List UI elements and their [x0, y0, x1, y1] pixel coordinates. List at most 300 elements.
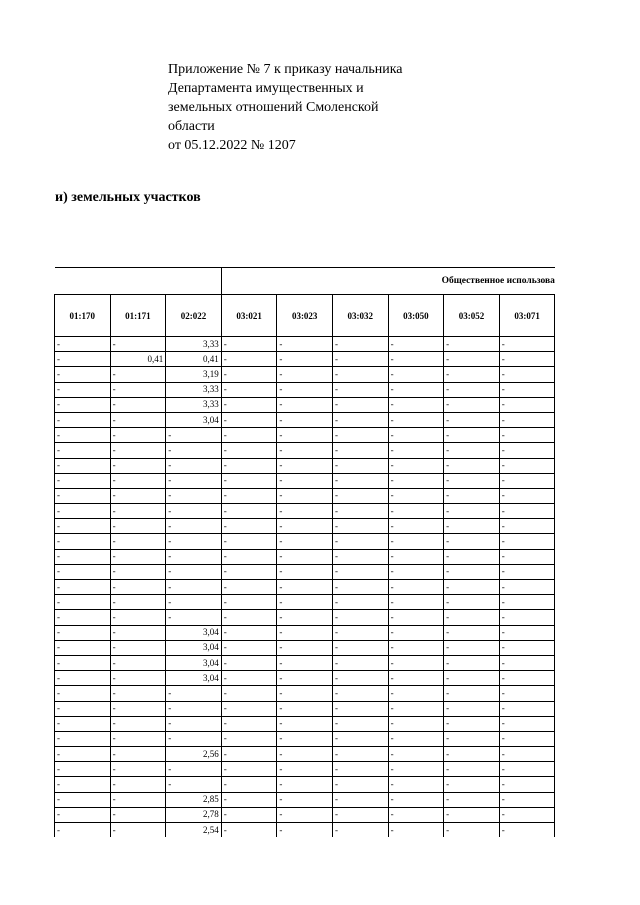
table-cell: -: [499, 625, 555, 640]
table-cell: -: [110, 443, 166, 458]
table-cell: -: [110, 337, 166, 352]
table-cell: -: [55, 473, 111, 488]
table-cell: -: [110, 534, 166, 549]
table-cell: -: [110, 412, 166, 427]
table-cell: -: [388, 747, 444, 762]
table-cell: -: [221, 473, 277, 488]
table-cell: -: [55, 747, 111, 762]
table-cell: -: [332, 686, 388, 701]
table-cell: -: [221, 443, 277, 458]
table-cell: -: [221, 640, 277, 655]
table-cell: -: [110, 792, 166, 807]
table-cell: -: [388, 716, 444, 731]
table-cell: -: [166, 473, 222, 488]
table-cell: -: [110, 595, 166, 610]
table-cell: -: [277, 488, 333, 503]
table-cell: -: [499, 412, 555, 427]
table-cell: -: [444, 458, 500, 473]
table-row: [55, 534, 555, 549]
table-cell: -: [332, 488, 388, 503]
table-cell: -: [499, 549, 555, 564]
table-cell: -: [221, 655, 277, 670]
table-cell: -: [110, 610, 166, 625]
table-cell: -: [444, 549, 500, 564]
table-cell: -: [444, 488, 500, 503]
table-cell: -: [388, 458, 444, 473]
table-row: [55, 731, 555, 746]
table-cell: -: [277, 458, 333, 473]
section-title: и) земельных участков: [55, 190, 201, 205]
table-cell: -: [444, 519, 500, 534]
table-cell: -: [388, 397, 444, 412]
column-header: 01:171: [110, 295, 166, 337]
table-cell: -: [277, 549, 333, 564]
table-cell: -: [499, 807, 555, 822]
table-cell: -: [499, 397, 555, 412]
table-cell: 3,04: [166, 671, 222, 686]
table-cell: -: [55, 519, 111, 534]
table-row: [55, 382, 555, 397]
table-cell: -: [444, 762, 500, 777]
table-cell: -: [110, 762, 166, 777]
table-cell: -: [277, 762, 333, 777]
table-cell: -: [388, 701, 444, 716]
table-row: [55, 762, 555, 777]
table-cell: -: [55, 823, 111, 838]
table-cell: -: [444, 701, 500, 716]
table-cell: -: [499, 580, 555, 595]
header-line-2: Департамента имущественных и: [168, 81, 364, 96]
table-cell: -: [221, 610, 277, 625]
table-cell: -: [499, 731, 555, 746]
table-cell: -: [166, 504, 222, 519]
table-cell: -: [277, 534, 333, 549]
table-cell: -: [499, 792, 555, 807]
table-cell: 3,33: [166, 397, 222, 412]
table-cell: -: [166, 686, 222, 701]
table-row: [55, 807, 555, 822]
table-cell: 3,33: [166, 382, 222, 397]
table-cell: -: [332, 382, 388, 397]
table-cell: -: [332, 792, 388, 807]
table-cell: -: [277, 443, 333, 458]
table-cell: -: [444, 473, 500, 488]
table-cell: -: [277, 367, 333, 382]
table-cell: -: [166, 762, 222, 777]
table-row: [55, 701, 555, 716]
table-cell: -: [388, 488, 444, 503]
table-cell: -: [499, 564, 555, 579]
table-cell: -: [277, 519, 333, 534]
table-cell: -: [277, 686, 333, 701]
table-cell: -: [388, 473, 444, 488]
table-row: [55, 580, 555, 595]
data-table-container: [54, 267, 555, 837]
table-cell: -: [277, 640, 333, 655]
table-cell: -: [332, 701, 388, 716]
table-cell: -: [166, 458, 222, 473]
table-cell: 3,04: [166, 412, 222, 427]
table-cell: -: [110, 397, 166, 412]
table-row: [55, 337, 555, 352]
table-cell: -: [110, 701, 166, 716]
table-cell: -: [332, 716, 388, 731]
table-cell: -: [277, 428, 333, 443]
table-row: [55, 397, 555, 412]
table-cell: -: [55, 412, 111, 427]
table-cell: -: [110, 716, 166, 731]
table-cell: -: [499, 428, 555, 443]
column-header: 03:052: [444, 295, 500, 337]
table-cell: -: [221, 397, 277, 412]
table-cell: -: [499, 443, 555, 458]
table-cell: -: [277, 412, 333, 427]
table-cell: -: [388, 352, 444, 367]
table-cell: -: [444, 671, 500, 686]
table-cell: -: [444, 686, 500, 701]
table-cell: -: [110, 807, 166, 822]
table-cell: -: [332, 504, 388, 519]
table-cell: -: [444, 428, 500, 443]
group-header-row: [55, 268, 555, 295]
appendix-header: [168, 60, 488, 155]
table-cell: -: [277, 504, 333, 519]
table-cell: -: [166, 488, 222, 503]
table-cell: -: [221, 747, 277, 762]
table-cell: -: [388, 655, 444, 670]
table-cell: 2,85: [166, 792, 222, 807]
table-cell: -: [444, 777, 500, 792]
table-cell: -: [388, 382, 444, 397]
table-cell: -: [444, 443, 500, 458]
table-cell: -: [388, 595, 444, 610]
table-cell: -: [110, 823, 166, 838]
table-row: [55, 504, 555, 519]
table-cell: -: [221, 382, 277, 397]
table-cell: -: [332, 747, 388, 762]
table-cell: -: [166, 610, 222, 625]
table-cell: -: [444, 610, 500, 625]
column-header-row: [55, 295, 555, 337]
table-row: [55, 747, 555, 762]
table-cell: -: [221, 534, 277, 549]
table-cell: -: [444, 595, 500, 610]
table-cell: -: [388, 610, 444, 625]
table-cell: -: [277, 610, 333, 625]
table-cell: -: [277, 731, 333, 746]
table-cell: -: [332, 777, 388, 792]
table-cell: -: [221, 777, 277, 792]
table-cell: -: [110, 655, 166, 670]
table-cell: -: [110, 564, 166, 579]
table-cell: -: [277, 382, 333, 397]
table-cell: -: [332, 731, 388, 746]
table-cell: -: [444, 792, 500, 807]
table-cell: -: [166, 549, 222, 564]
table-row: [55, 564, 555, 579]
column-header: 03:021: [221, 295, 277, 337]
table-cell: -: [166, 716, 222, 731]
column-header: 03:071: [499, 295, 555, 337]
table-cell: -: [332, 655, 388, 670]
table-cell: -: [499, 473, 555, 488]
table-cell: -: [55, 625, 111, 640]
table-cell: -: [221, 823, 277, 838]
table-cell: 2,78: [166, 807, 222, 822]
table-cell: -: [332, 352, 388, 367]
table-cell: -: [332, 443, 388, 458]
table-cell: -: [388, 777, 444, 792]
table-cell: 0,41: [166, 352, 222, 367]
table-row: [55, 473, 555, 488]
table-cell: 3,19: [166, 367, 222, 382]
table-cell: -: [499, 367, 555, 382]
table-cell: -: [221, 549, 277, 564]
table-cell: -: [332, 397, 388, 412]
table-cell: -: [499, 610, 555, 625]
table-cell: -: [221, 458, 277, 473]
table-cell: -: [110, 488, 166, 503]
table-cell: 0,41: [110, 352, 166, 367]
table-cell: 3,04: [166, 625, 222, 640]
table-cell: -: [277, 716, 333, 731]
table-cell: -: [55, 777, 111, 792]
table-cell: -: [388, 564, 444, 579]
table-cell: 3,04: [166, 640, 222, 655]
table-cell: -: [444, 747, 500, 762]
table-row: [55, 823, 555, 838]
table-cell: -: [277, 792, 333, 807]
table-cell: -: [444, 564, 500, 579]
table-cell: -: [444, 504, 500, 519]
table-cell: -: [388, 580, 444, 595]
table-row: [55, 428, 555, 443]
table-cell: -: [166, 519, 222, 534]
table-cell: -: [388, 443, 444, 458]
table-cell: -: [388, 534, 444, 549]
table-cell: -: [221, 731, 277, 746]
table-cell: -: [221, 701, 277, 716]
table-cell: -: [55, 367, 111, 382]
table-cell: -: [499, 686, 555, 701]
table-cell: -: [277, 473, 333, 488]
table-cell: -: [55, 549, 111, 564]
column-header: 02:022: [166, 295, 222, 337]
table-row: [55, 352, 555, 367]
table-cell: -: [277, 807, 333, 822]
table-cell: -: [388, 519, 444, 534]
table-cell: -: [110, 504, 166, 519]
table-cell: -: [499, 595, 555, 610]
table-cell: 3,04: [166, 655, 222, 670]
table-cell: -: [332, 549, 388, 564]
table-cell: -: [499, 823, 555, 838]
table-cell: -: [221, 519, 277, 534]
table-row: [55, 686, 555, 701]
table-row: [55, 777, 555, 792]
table-cell: -: [221, 564, 277, 579]
table-cell: -: [388, 640, 444, 655]
table-cell: -: [55, 428, 111, 443]
table-cell: -: [499, 352, 555, 367]
table-cell: -: [444, 382, 500, 397]
table-cell: -: [277, 747, 333, 762]
table-cell: -: [166, 580, 222, 595]
table-row: [55, 458, 555, 473]
table-row: [55, 443, 555, 458]
table-cell: -: [444, 807, 500, 822]
table-cell: -: [499, 519, 555, 534]
table-cell: -: [444, 412, 500, 427]
table-row: [55, 412, 555, 427]
table-cell: -: [277, 564, 333, 579]
table-row: [55, 640, 555, 655]
table-cell: -: [221, 671, 277, 686]
table-cell: -: [221, 686, 277, 701]
table-cell: -: [166, 428, 222, 443]
table-cell: -: [499, 640, 555, 655]
table-cell: -: [277, 671, 333, 686]
table-cell: -: [388, 549, 444, 564]
table-cell: -: [332, 337, 388, 352]
table-cell: -: [55, 762, 111, 777]
table-cell: -: [166, 731, 222, 746]
table-row: [55, 367, 555, 382]
table-cell: -: [110, 777, 166, 792]
table-row: [55, 595, 555, 610]
table-cell: -: [166, 777, 222, 792]
table-cell: -: [110, 580, 166, 595]
table-cell: -: [444, 534, 500, 549]
table-cell: -: [499, 337, 555, 352]
table-cell: -: [499, 458, 555, 473]
group-header-empty: [55, 268, 222, 295]
table-cell: -: [55, 595, 111, 610]
header-line-5: от 05.12.2022 № 1207: [168, 138, 296, 153]
column-header: 03:023: [277, 295, 333, 337]
table-cell: -: [499, 534, 555, 549]
table-cell: -: [221, 428, 277, 443]
table-cell: -: [221, 412, 277, 427]
table-cell: -: [388, 762, 444, 777]
table-cell: -: [388, 686, 444, 701]
table-cell: 2,54: [166, 823, 222, 838]
table-cell: -: [166, 564, 222, 579]
table-cell: -: [277, 595, 333, 610]
table-cell: -: [221, 580, 277, 595]
table-row: [55, 671, 555, 686]
table-cell: -: [444, 625, 500, 640]
table-cell: -: [221, 367, 277, 382]
header-line-4: области: [168, 119, 215, 134]
table-row: [55, 716, 555, 731]
table-cell: -: [221, 762, 277, 777]
table-cell: -: [277, 397, 333, 412]
table-cell: 3,33: [166, 337, 222, 352]
column-header: 03:032: [332, 295, 388, 337]
table-cell: -: [110, 428, 166, 443]
table-cell: -: [332, 564, 388, 579]
table-cell: -: [55, 352, 111, 367]
table-cell: -: [110, 519, 166, 534]
table-cell: -: [221, 504, 277, 519]
table-cell: -: [444, 397, 500, 412]
table-cell: -: [221, 807, 277, 822]
table-row: [55, 610, 555, 625]
table-cell: -: [277, 337, 333, 352]
table-cell: -: [55, 686, 111, 701]
table-cell: -: [166, 534, 222, 549]
table-cell: -: [55, 792, 111, 807]
table-cell: -: [499, 655, 555, 670]
table-cell: -: [221, 625, 277, 640]
table-row: [55, 488, 555, 503]
table-cell: -: [444, 352, 500, 367]
table-cell: -: [332, 640, 388, 655]
table-cell: -: [332, 595, 388, 610]
table-cell: -: [444, 731, 500, 746]
table-cell: -: [55, 458, 111, 473]
table-cell: -: [221, 792, 277, 807]
table-cell: -: [332, 625, 388, 640]
table-cell: -: [444, 337, 500, 352]
table-cell: -: [221, 716, 277, 731]
table-cell: -: [332, 823, 388, 838]
table-cell: 2,56: [166, 747, 222, 762]
table-cell: -: [388, 731, 444, 746]
table-cell: -: [499, 488, 555, 503]
table-cell: -: [110, 747, 166, 762]
table-cell: -: [166, 595, 222, 610]
table-cell: -: [388, 671, 444, 686]
table-cell: -: [499, 762, 555, 777]
table-cell: -: [388, 367, 444, 382]
table-cell: -: [388, 823, 444, 838]
table-cell: -: [332, 580, 388, 595]
table-cell: -: [499, 671, 555, 686]
table-cell: -: [110, 367, 166, 382]
table-cell: -: [444, 640, 500, 655]
table-cell: -: [332, 428, 388, 443]
table-cell: -: [110, 625, 166, 640]
table-cell: -: [499, 716, 555, 731]
group-header-label: Общественное использова: [221, 268, 555, 295]
table-cell: -: [110, 731, 166, 746]
table-row: [55, 655, 555, 670]
table-cell: -: [332, 762, 388, 777]
table-cell: -: [55, 701, 111, 716]
land-plots-table: [54, 267, 555, 837]
table-cell: -: [388, 625, 444, 640]
table-body: [55, 337, 555, 838]
table-cell: -: [388, 412, 444, 427]
table-cell: -: [55, 488, 111, 503]
table-cell: -: [277, 580, 333, 595]
table-cell: -: [221, 595, 277, 610]
table-cell: -: [221, 337, 277, 352]
table-cell: -: [55, 731, 111, 746]
table-cell: -: [110, 382, 166, 397]
table-cell: -: [332, 807, 388, 822]
table-cell: -: [444, 823, 500, 838]
table-cell: -: [444, 655, 500, 670]
table-cell: -: [332, 367, 388, 382]
table-cell: -: [55, 671, 111, 686]
table-cell: -: [55, 564, 111, 579]
table-cell: -: [110, 671, 166, 686]
table-cell: -: [55, 397, 111, 412]
table-cell: -: [388, 428, 444, 443]
